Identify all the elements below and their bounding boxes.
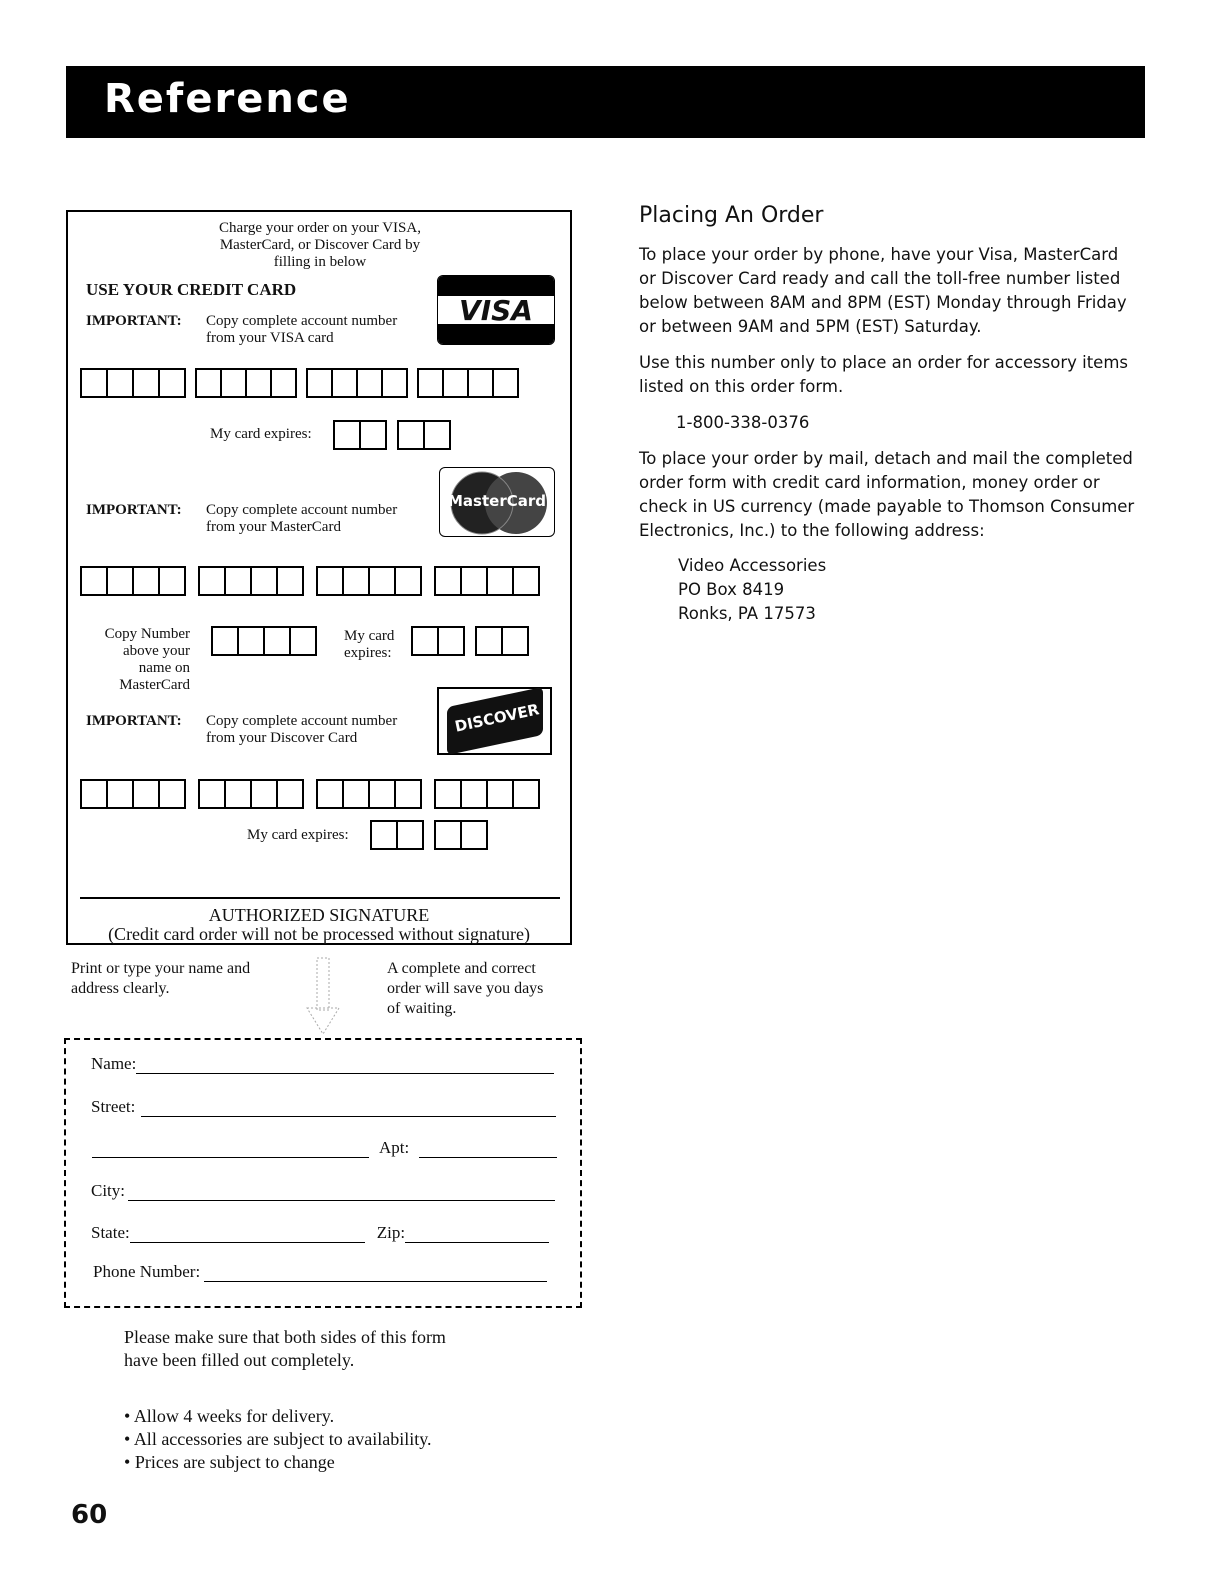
signature-line[interactable] [80,897,560,899]
copy-number-label: Copy Number above your name on MasterCard [104,626,190,693]
use-paragraph: Use this number only to place an order for accessory items listed on this order form. [639,353,1129,396]
state-line[interactable] [130,1241,365,1243]
name-field[interactable]: Name: [91,1054,554,1074]
use-card-heading: USE YOUR CREDIT CARD [86,280,297,299]
discover-expiry-boxes[interactable] [370,820,488,850]
discover-logo: DISCOVER [437,687,552,755]
footer-note: Please make sure that both sides of this form have been filled out completely. [124,1327,446,1370]
phone-field[interactable]: Phone Number: [93,1262,547,1282]
bullet-list [124,1405,432,1474]
mastercard-logo: MasterCard [439,467,555,537]
mastercard-expiry-boxes[interactable] [411,626,529,656]
page-title: Reference [104,76,351,122]
mastercard-instruction: Copy complete account number from your MasterCard [206,502,398,535]
name-line[interactable] [136,1072,554,1074]
discover-number-boxes[interactable] [80,779,540,809]
street-line[interactable] [141,1115,556,1117]
important-label: IMPORTANT: [86,502,182,518]
city-line[interactable] [128,1199,555,1201]
list-item: • Prices are subject to change [124,1451,432,1474]
signature-title: AUTHORIZED SIGNATURE [208,905,430,925]
phone-paragraph: To place your order by phone, have your Visa, MasterCard or Discover Card ready and call the toll-free number listed below between 8AM and 8PM (EST) Monday through Friday or between 9AM and 5PM (EST) Saturday. [639,245,1127,336]
city-field[interactable]: City: [91,1181,555,1201]
apt-line[interactable] [419,1156,557,1158]
note-right: A complete and correct order will save you days of waiting. [387,960,544,1017]
page-number: 60 [71,1500,108,1530]
phone-line[interactable] [204,1280,547,1282]
visa-number-boxes[interactable] [80,368,519,398]
important-label: IMPORTANT: [86,713,182,729]
visa-instruction: Copy complete account number from your VISA card [206,313,398,346]
street2-line[interactable] [92,1156,369,1158]
mastercard-copy-number-boxes[interactable] [211,626,317,656]
mastercard-number-boxes[interactable] [80,566,540,596]
credit-intro: Charge your order on your VISA, MasterCard, or Discover Card by filling in below [219,220,421,270]
signature-note: (Credit card order will not be processed without signature) [108,924,530,944]
phone-number: 1-800-338-0376 [676,413,810,432]
mailing-address: Video Accessories PO Box 8419 Ronks, PA 17573 [678,556,827,623]
mail-paragraph: To place your order by mail, detach and mail the completed order form with credit card information, money order or check in US currency (made payable to Thomson Consumer Electronics, Inc.) to the following address: [639,449,1135,540]
discover-expires-label: My card expires: [247,827,349,843]
down-arrow-icon [303,956,343,1036]
list-item: • All accessories are subject to availability. [124,1428,432,1451]
visa-expiry-boxes[interactable] [333,420,451,450]
discover-instruction: Copy complete account number from your Discover Card [206,713,398,746]
zip-line[interactable] [405,1241,549,1243]
street-field[interactable]: Street: [91,1097,556,1117]
visa-expires-label: My card expires: [210,426,312,442]
order-heading: Placing An Order [639,203,824,228]
important-label: IMPORTANT: [86,313,182,329]
mastercard-expires-label: My card expires: [344,628,395,661]
state-zip-field[interactable]: State: Zip: [91,1223,549,1243]
list-item: • Allow 4 weeks for delivery. [124,1405,432,1428]
apt-field[interactable]: Apt: [92,1138,557,1158]
note-left: Print or type your name and address clearly. [71,960,251,997]
visa-logo: VISA [437,275,555,345]
